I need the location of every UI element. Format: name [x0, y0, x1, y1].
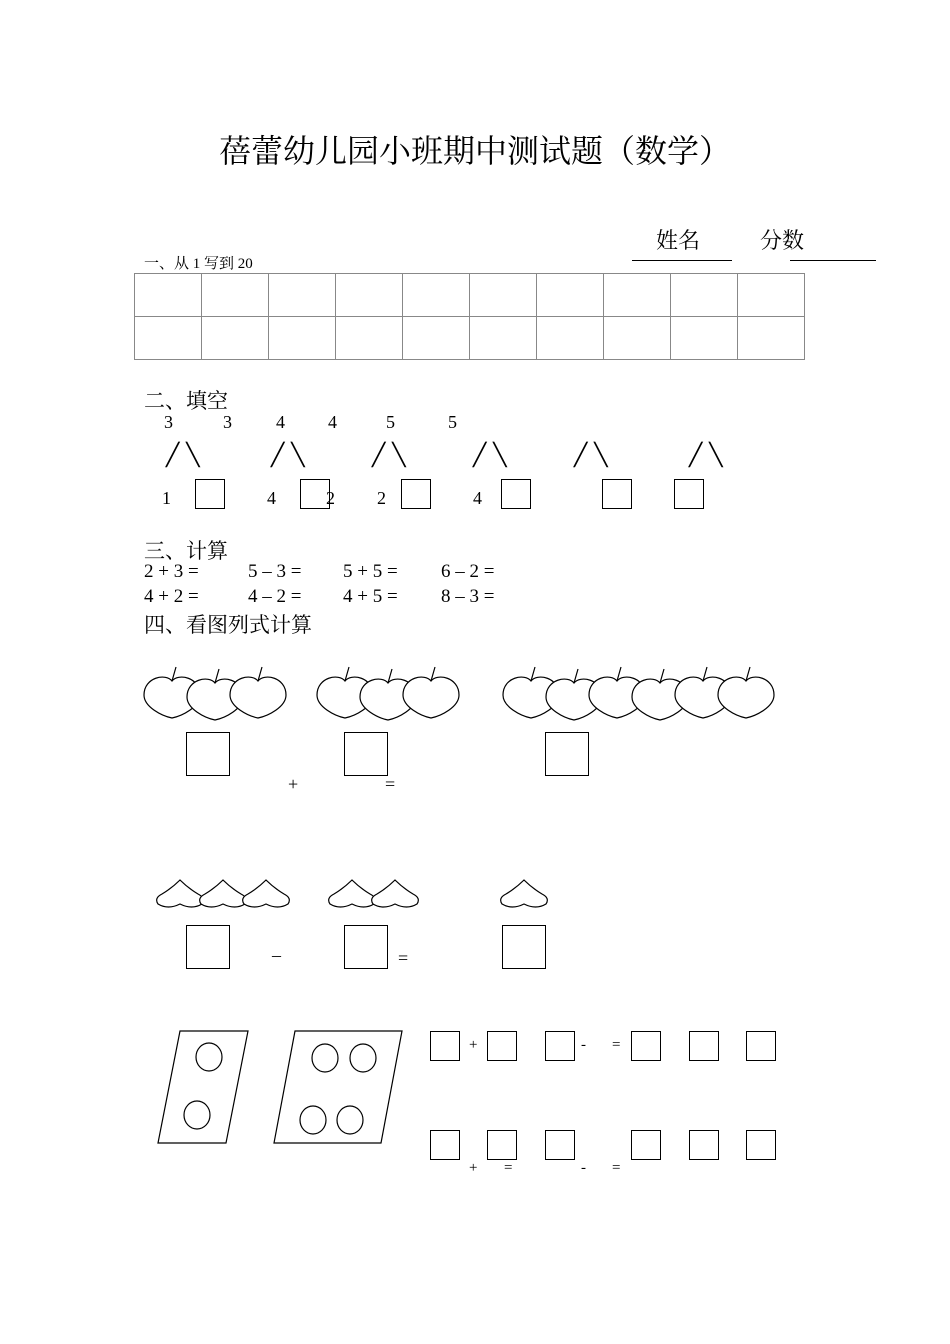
calc-item: 8 – 3 =	[441, 586, 495, 607]
answer-box[interactable]	[689, 1130, 719, 1160]
apple-icon	[403, 667, 459, 718]
page-title: 蓓蕾幼儿园小班期中测试题（数学）	[218, 132, 731, 170]
cap-icon	[329, 880, 376, 907]
apple-icon	[718, 667, 774, 718]
cap-icon	[501, 880, 548, 907]
answer-box[interactable]	[344, 732, 388, 776]
calc-item: 4 + 2 =	[144, 586, 199, 607]
top-number: 5	[386, 412, 395, 432]
equals-sign: =	[612, 1037, 621, 1053]
calc-item: 4 + 5 =	[343, 586, 398, 607]
bottom-number: 2	[377, 488, 386, 508]
cap-icon	[157, 880, 204, 907]
parallelogram-two-dots	[158, 1031, 248, 1143]
cap-icon	[372, 880, 419, 907]
calc-item: 6 – 2 =	[441, 561, 495, 582]
calc-item: 5 – 3 =	[248, 561, 302, 582]
answer-box[interactable]	[631, 1031, 661, 1061]
cap-icon	[200, 880, 247, 907]
cap-icon	[243, 880, 290, 907]
branch-lines: ╱ ╲	[166, 443, 200, 468]
bottom-number: 2	[326, 488, 335, 508]
answer-box[interactable]	[186, 732, 230, 776]
plus-sign: +	[469, 1037, 478, 1053]
branch-lines: ╱ ╲	[271, 443, 305, 468]
plus-sign: +	[469, 1160, 478, 1176]
branch-lines: ╱ ╲	[473, 443, 507, 468]
minus-sign: -	[581, 1037, 586, 1053]
answer-box[interactable]	[746, 1031, 776, 1061]
branch-lines: ╱ ╲	[574, 443, 608, 468]
equals-sign: =	[612, 1160, 621, 1176]
section-2-heading: 二、填空	[144, 389, 228, 413]
answer-box[interactable]	[344, 925, 388, 969]
answer-box[interactable]	[430, 1031, 460, 1061]
section-1-heading: 一、从 1 写到 20	[144, 256, 253, 272]
branch-lines: ╱ ╲	[372, 443, 406, 468]
name-label: 姓名	[656, 229, 701, 254]
answer-box[interactable]	[545, 1031, 575, 1061]
section-4-heading: 四、看图列式计算	[144, 613, 312, 637]
parallelogram-four-dots	[274, 1031, 402, 1143]
answer-box[interactable]	[631, 1130, 661, 1160]
minus-sign: –	[272, 945, 281, 965]
bottom-number: 4	[267, 488, 276, 508]
answer-box[interactable]	[689, 1031, 719, 1061]
equals-sign: =	[398, 948, 409, 968]
bottom-number: 1	[162, 488, 171, 508]
calc-item: 2 + 3 =	[144, 561, 199, 582]
bottom-number: 4	[473, 488, 482, 508]
top-number: 4	[276, 412, 285, 432]
plus-sign: +	[288, 774, 299, 794]
answer-box[interactable]	[186, 925, 230, 969]
answer-box[interactable]	[545, 1130, 575, 1160]
answer-box[interactable]	[430, 1130, 460, 1160]
top-number: 3	[164, 412, 173, 432]
answer-box[interactable]	[502, 925, 546, 969]
top-number: 4	[328, 412, 337, 432]
apple-icon	[230, 667, 286, 718]
calc-item: 4 – 2 =	[248, 586, 302, 607]
answer-box[interactable]	[545, 732, 589, 776]
section-3-heading: 三、计算	[144, 539, 228, 563]
top-number: 5	[448, 412, 457, 432]
top-number: 3	[223, 412, 232, 432]
score-label: 分数	[760, 229, 805, 254]
answer-box[interactable]	[487, 1031, 517, 1061]
answer-box[interactable]	[746, 1130, 776, 1160]
answer-box[interactable]	[487, 1130, 517, 1160]
branch-lines: ╱ ╲	[689, 443, 723, 468]
calc-item: 5 + 5 =	[343, 561, 398, 582]
equals-sign: =	[385, 774, 396, 794]
equals-sign: =	[504, 1160, 513, 1176]
minus-sign: -	[581, 1160, 586, 1176]
